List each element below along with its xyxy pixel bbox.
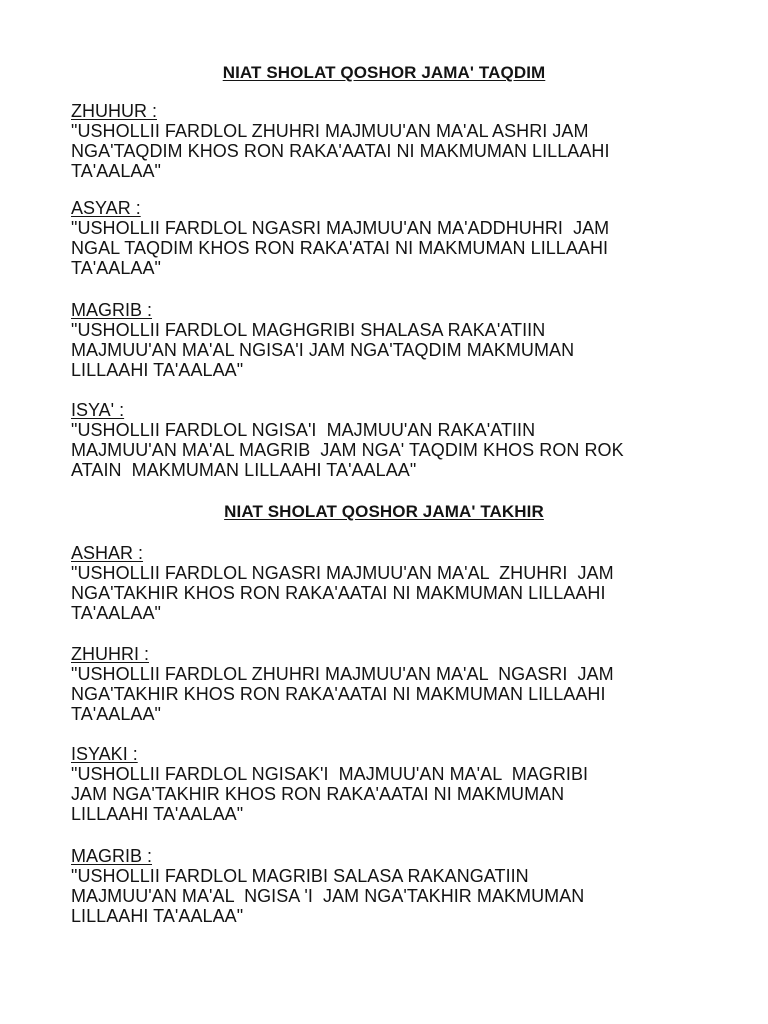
- entry-text-line: "USHOLLII FARDLOL NGISA'I MAJMUU'AN RAKA'ATIIN: [71, 420, 536, 440]
- entry-label: ISYA' :: [71, 400, 125, 420]
- entry-zhuhur-taqdim: [71, 101, 751, 181]
- entry-label: ASYAR :: [71, 198, 141, 218]
- entry-text-line: "USHOLLII FARDLOL NGASRI MAJMUU'AN MA'AL ZHUHRI JAM: [71, 563, 614, 583]
- entry-text-line: TA'AALAA": [71, 258, 161, 278]
- entry-label: ISYAKI :: [71, 744, 138, 764]
- entry-text-line: NGA'TAQDIM KHOS RON RAKA'AATAI NI MAKMUMAN LILLAAHI: [71, 141, 610, 161]
- entry-text-line: LILLAAHI TA'AALAA": [71, 906, 244, 926]
- entry-text-line: MAJMUU'AN MA'AL NGISA'I JAM NGA'TAQDIM MAKMUMAN: [71, 340, 575, 360]
- entry-magrib-takhir: [71, 846, 751, 926]
- entry-zhuhri-takhir: [71, 644, 751, 724]
- entry-isya-taqdim: [71, 400, 751, 480]
- entry-label: ZHUHUR :: [71, 101, 157, 121]
- entry-text-line: JAM NGA'TAKHIR KHOS RON RAKA'AATAI NI MAKMUMAN: [71, 784, 565, 804]
- entry-text-line: NGA'TAKHIR KHOS RON RAKA'AATAI NI MAKMUMAN LILLAAHI: [71, 684, 606, 704]
- entry-isyaki-takhir: [71, 744, 751, 824]
- entry-text-line: MAJMUU'AN MA'AL MAGRIB JAM NGA' TAQDIM KHOS RON ROK: [71, 440, 624, 460]
- entry-label: MAGRIB :: [71, 300, 153, 320]
- entry-label: MAGRIB :: [71, 846, 153, 866]
- entry-text-line: NGAL TAQDIM KHOS RON RAKA'ATAI NI MAKMUMAN LILLAAHI: [71, 238, 609, 258]
- entry-text-line: TA'AALAA": [71, 704, 161, 724]
- entry-text-line: "USHOLLII FARDLOL MAGHGRIBI SHALASA RAKA'ATIIN: [71, 320, 546, 340]
- section-heading-taqdim: NIAT SHOLAT QOSHOR JAMA' TAQDIM: [222, 63, 546, 82]
- section-heading-takhir: NIAT SHOLAT QOSHOR JAMA' TAKHIR: [224, 502, 544, 521]
- entry-text-line: NGA'TAKHIR KHOS RON RAKA'AATAI NI MAKMUMAN LILLAAHI: [71, 583, 606, 603]
- entry-text-line: TA'AALAA": [71, 161, 161, 181]
- entry-label: ASHAR :: [71, 543, 144, 563]
- entry-asyar-taqdim: [71, 198, 751, 278]
- entry-text-line: "USHOLLII FARDLOL ZHUHRI MAJMUU'AN MA'AL NGASRI JAM: [71, 664, 614, 684]
- entry-text-line: "USHOLLII FARDLOL MAGRIBI SALASA RAKANGATIIN: [71, 866, 529, 886]
- entry-text-line: TA'AALAA": [71, 603, 161, 623]
- entry-magrib-taqdim: [71, 300, 751, 380]
- entry-text-line: "USHOLLII FARDLOL ZHUHRI MAJMUU'AN MA'AL ASHRI JAM: [71, 121, 589, 141]
- entry-text-line: LILLAAHI TA'AALAA": [71, 360, 244, 380]
- entry-text-line: ATAIN MAKMUMAN LILLAAHI TA'AALAA": [71, 460, 417, 480]
- entry-ashar-takhir: [71, 543, 751, 623]
- entry-text-line: "USHOLLII FARDLOL NGISAK'I MAJMUU'AN MA'AL MAGRIBI: [71, 764, 589, 784]
- entry-text-line: MAJMUU'AN MA'AL NGISA 'I JAM NGA'TAKHIR MAKMUMAN: [71, 886, 585, 906]
- entry-text-line: LILLAAHI TA'AALAA": [71, 804, 244, 824]
- entry-text-line: "USHOLLII FARDLOL NGASRI MAJMUU'AN MA'ADDHUHRI JAM: [71, 218, 610, 238]
- entry-label: ZHUHRI :: [71, 644, 149, 664]
